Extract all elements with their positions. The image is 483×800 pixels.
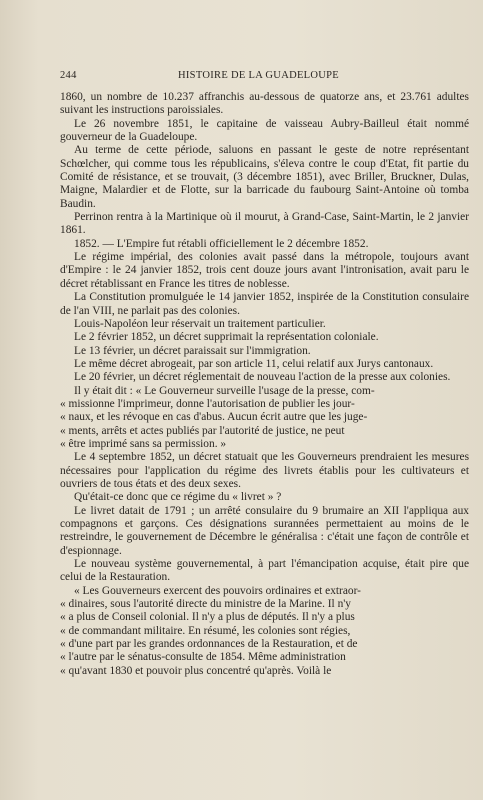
paragraph: Le 20 février, un décret réglementait de nouveau l'action de la presse aux colonies.	[74, 371, 451, 384]
paragraph: 1860, un nombre de 10.237 affranchis au-dessous de quatorze ans, et 23.761 adultes suivant les instructions paroissiales.	[60, 91, 469, 117]
paragraph: Le 2 février 1852, un décret supprimait la représentation coloniale.	[74, 331, 379, 344]
paragraph: « dinaires, sous l'autorité directe du ministre de la Marine. Il n'y	[60, 598, 352, 611]
page-number: 244	[60, 70, 77, 81]
paragraph: Louis-Napoléon leur réservait un traitement particulier.	[74, 317, 326, 330]
paragraph: 1852. — L'Empire fut rétabli officiellement le 2 décembre 1852.	[74, 237, 369, 250]
paragraph: Le régime impérial, des colonies avait passé dans la métropole, toujours avant d'Empire : le 24 janvier 1852, trois cent douze jours avant l'intronisation, avait paru le décret rétablissant en France les titres de noblesse.	[60, 251, 469, 290]
paragraph: Au terme de cette période, saluons en passant le geste de notre représentant Schœlcher, qui comme tous les républicains, s'éleva contre le coup d'Etat, fit partie du Comité de résistance, et se trouvait, (3 décembre 1851), avec Briller, Bruckner, Dulas, Maigne, Malardier et de Flotte, sur la barricade du faubourg Saint-Antoine où tomba Baudin.	[60, 144, 469, 210]
paragraph: « missionne l'imprimeur, donne l'autorisation de publier les jour-	[60, 397, 355, 410]
paragraph: « être imprimé sans sa permission. »	[60, 437, 227, 450]
paragraph: « Les Gouverneurs exercent des pouvoirs ordinaires et extraor-	[74, 584, 361, 597]
paragraph: « l'autre par le sénatus-consulte de 1854. Même administration	[60, 651, 346, 664]
paragraph: Le 4 septembre 1852, un décret statuait que les Gouverneurs prendraient les mesures nécessaires pour l'application du régime des livrets établis pour les cultivateurs et ouvriers de tous états et des deux sexes.	[60, 451, 469, 490]
paragraph: Il y était dit : « Le Gouverneur surveille l'usage de la presse, com-	[74, 384, 375, 397]
paragraph: Le même décret abrogeait, par son article 11, celui relatif aux Jurys cantonaux.	[74, 357, 434, 370]
paragraph: « naux, et les révoque en cas d'abus. Aucun écrit autre que les juge-	[60, 411, 368, 424]
paragraph: Le nouveau système gouvernemental, à part l'émancipation acquise, était pire que celui de la Restauration.	[60, 558, 469, 584]
paragraph: « ments, arrêts et actes publiés par l'autorité de justice, ne peut	[60, 424, 345, 437]
paragraph: La Constitution promulguée le 14 janvier 1852, inspirée de la Constitution consulaire de l'an VIII, ne parlait pas des colonies.	[60, 291, 469, 317]
paragraph: Qu'était-ce donc que ce régime du « livret » ?	[74, 491, 282, 504]
paragraph: « qu'avant 1830 et pouvoir plus concentré qu'après. Voilà le	[60, 664, 332, 677]
paragraph: Le 13 février, un décret paraissait sur l'immigration.	[74, 344, 311, 357]
paragraph: « de commandant militaire. En résumé, les colonies sont régies,	[60, 624, 351, 637]
page-header	[60, 70, 469, 86]
paragraph: Le livret datait de 1791 ; un arrêté consulaire du 9 brumaire an XII l'appliqua aux compagnons et garçons. Ces désignations surannées permettaient au moins de le restreindre, le gouvernement de Décembre le généralisa : c'était une façon de contrôle et d'espionnage.	[60, 504, 469, 557]
paragraph: « d'une part par les grandes ordonnances de la Restauration, et de	[60, 638, 358, 651]
running-title: HISTOIRE DE LA GUADELOUPE	[178, 70, 340, 81]
paragraph: Perrinon rentra à la Martinique où il mourut, à Grand-Case, Saint-Martin, le 2 janvier 1861.	[60, 211, 469, 237]
paragraph: « a plus de Conseil colonial. Il n'y a plus de députés. Il n'y a plus	[60, 611, 355, 624]
body-text	[60, 91, 469, 678]
paragraph: Le 26 novembre 1851, le capitaine de vaisseau Aubry-Bailleul était nommé gouverneur de la Guadeloupe.	[60, 117, 469, 144]
